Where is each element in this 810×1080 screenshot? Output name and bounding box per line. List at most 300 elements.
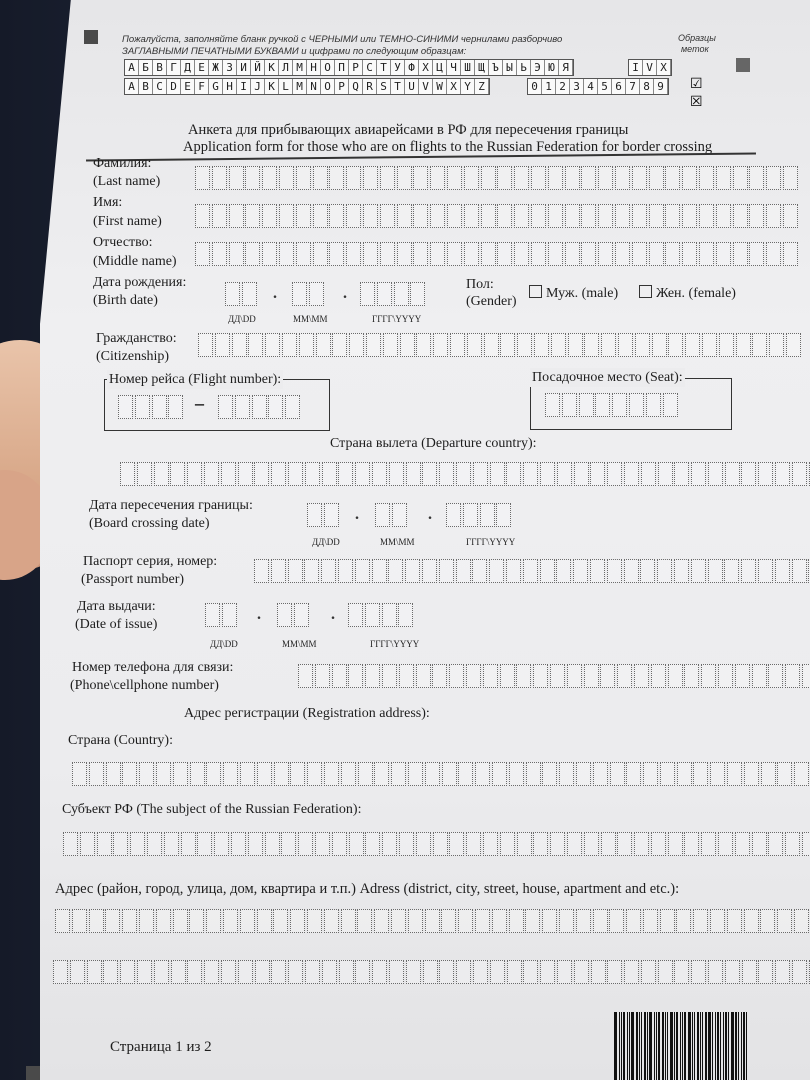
input-cell[interactable] (189, 909, 204, 933)
input-cell[interactable] (430, 242, 445, 266)
input-cell[interactable] (215, 333, 230, 357)
input-cell[interactable] (130, 832, 145, 856)
input-cell[interactable] (358, 762, 373, 786)
input-cell[interactable] (221, 960, 236, 984)
middle-name-field[interactable] (195, 242, 800, 266)
input-cell[interactable] (496, 503, 511, 527)
input-cell[interactable] (516, 664, 531, 688)
input-cell[interactable] (152, 395, 167, 419)
input-cell[interactable] (576, 762, 591, 786)
input-cell[interactable] (195, 242, 210, 266)
input-cell[interactable] (321, 559, 336, 583)
input-cell[interactable] (374, 762, 389, 786)
address-field-line-2[interactable] (53, 960, 810, 984)
input-cell[interactable] (72, 762, 87, 786)
input-cell[interactable] (322, 960, 337, 984)
input-cell[interactable] (736, 333, 751, 357)
input-cell[interactable] (348, 664, 363, 688)
input-cell[interactable] (329, 204, 344, 228)
input-cell[interactable] (684, 664, 699, 688)
input-cell[interactable] (173, 762, 188, 786)
input-cell[interactable] (640, 559, 655, 583)
input-cell[interactable] (338, 462, 353, 486)
input-cell[interactable] (641, 462, 656, 486)
input-cell[interactable] (187, 462, 202, 486)
input-cell[interactable] (785, 832, 800, 856)
input-cell[interactable] (617, 664, 632, 688)
input-cell[interactable] (702, 333, 717, 357)
input-cell[interactable] (439, 960, 454, 984)
input-cell[interactable] (710, 762, 725, 786)
input-cell[interactable] (70, 960, 85, 984)
input-cell[interactable] (573, 559, 588, 583)
input-cell[interactable] (548, 204, 563, 228)
input-cell[interactable] (222, 603, 237, 627)
input-cell[interactable] (766, 166, 781, 190)
input-cell[interactable] (724, 559, 739, 583)
input-cell[interactable] (500, 333, 515, 357)
input-cell[interactable] (262, 242, 277, 266)
input-cell[interactable] (372, 960, 387, 984)
input-cell[interactable] (307, 762, 322, 786)
input-cell[interactable] (399, 664, 414, 688)
input-cell[interactable] (97, 832, 112, 856)
input-cell[interactable] (576, 909, 591, 933)
departure-country-field[interactable] (120, 462, 810, 486)
input-cell[interactable] (568, 333, 583, 357)
input-cell[interactable] (89, 762, 104, 786)
input-cell[interactable] (458, 909, 473, 933)
input-cell[interactable] (506, 559, 521, 583)
input-cell[interactable] (363, 166, 378, 190)
input-cell[interactable] (665, 166, 680, 190)
input-cell[interactable] (601, 832, 616, 856)
input-cell[interactable] (406, 462, 421, 486)
input-cell[interactable] (514, 166, 529, 190)
input-cell[interactable] (551, 333, 566, 357)
input-cell[interactable] (273, 909, 288, 933)
input-cell[interactable] (372, 559, 387, 583)
input-cell[interactable] (245, 242, 260, 266)
gender-female-option[interactable] (639, 284, 736, 303)
input-cell[interactable] (550, 664, 565, 688)
input-cell[interactable] (682, 242, 697, 266)
input-cell[interactable] (792, 559, 807, 583)
input-cell[interactable] (397, 204, 412, 228)
input-cell[interactable] (718, 832, 733, 856)
input-cell[interactable] (464, 242, 479, 266)
gender-male-option[interactable] (529, 284, 618, 303)
birth-day-field[interactable] (225, 282, 259, 306)
input-cell[interactable] (497, 166, 512, 190)
input-cell[interactable] (398, 603, 413, 627)
input-cell[interactable] (433, 832, 448, 856)
input-cell[interactable] (442, 762, 457, 786)
input-cell[interactable] (758, 960, 773, 984)
flight-code-field[interactable] (118, 395, 185, 419)
input-cell[interactable] (584, 832, 599, 856)
input-cell[interactable] (749, 242, 764, 266)
input-cell[interactable] (232, 333, 247, 357)
input-cell[interactable] (677, 762, 692, 786)
input-cell[interactable] (238, 960, 253, 984)
birth-year-field[interactable] (360, 282, 427, 306)
input-cell[interactable] (225, 282, 240, 306)
input-cell[interactable] (565, 166, 580, 190)
input-cell[interactable] (316, 333, 331, 357)
input-cell[interactable] (181, 832, 196, 856)
subject-field[interactable] (63, 832, 810, 856)
input-cell[interactable] (147, 832, 162, 856)
input-cell[interactable] (584, 664, 599, 688)
input-cell[interactable] (212, 166, 227, 190)
input-cell[interactable] (674, 462, 689, 486)
input-cell[interactable] (313, 242, 328, 266)
input-cell[interactable] (450, 333, 465, 357)
input-cell[interactable] (447, 204, 462, 228)
input-cell[interactable] (456, 559, 471, 583)
first-name-field[interactable] (195, 204, 800, 228)
input-cell[interactable] (383, 333, 398, 357)
input-cell[interactable] (727, 909, 742, 933)
input-cell[interactable] (744, 909, 759, 933)
input-cell[interactable] (400, 333, 415, 357)
input-cell[interactable] (305, 462, 320, 486)
input-cell[interactable] (413, 204, 428, 228)
input-cell[interactable] (557, 960, 572, 984)
input-cell[interactable] (752, 664, 767, 688)
input-cell[interactable] (708, 462, 723, 486)
input-cell[interactable] (380, 166, 395, 190)
input-cell[interactable] (766, 242, 781, 266)
input-cell[interactable] (475, 762, 490, 786)
input-cell[interactable] (187, 960, 202, 984)
input-cell[interactable] (531, 166, 546, 190)
input-cell[interactable] (257, 909, 272, 933)
input-cell[interactable] (668, 832, 683, 856)
input-cell[interactable] (255, 960, 270, 984)
input-cell[interactable] (643, 909, 658, 933)
input-cell[interactable] (733, 242, 748, 266)
input-cell[interactable] (618, 333, 633, 357)
input-cell[interactable] (89, 909, 104, 933)
input-cell[interactable] (526, 762, 541, 786)
input-cell[interactable] (643, 762, 658, 786)
input-cell[interactable] (626, 762, 641, 786)
input-cell[interactable] (332, 333, 347, 357)
input-cell[interactable] (668, 664, 683, 688)
input-cell[interactable] (693, 909, 708, 933)
input-cell[interactable] (574, 960, 589, 984)
input-cell[interactable] (641, 960, 656, 984)
input-cell[interactable] (699, 242, 714, 266)
input-cell[interactable] (422, 559, 437, 583)
input-cell[interactable] (473, 960, 488, 984)
input-cell[interactable] (749, 204, 764, 228)
input-cell[interactable] (545, 393, 560, 417)
input-cell[interactable] (550, 832, 565, 856)
input-cell[interactable] (449, 664, 464, 688)
input-cell[interactable] (296, 242, 311, 266)
input-cell[interactable] (214, 832, 229, 856)
input-cell[interactable] (792, 462, 807, 486)
input-cell[interactable] (341, 909, 356, 933)
input-cell[interactable] (590, 559, 605, 583)
input-cell[interactable] (615, 204, 630, 228)
input-cell[interactable] (559, 909, 574, 933)
input-cell[interactable] (238, 462, 253, 486)
input-cell[interactable] (355, 559, 370, 583)
input-cell[interactable] (463, 503, 478, 527)
input-cell[interactable] (481, 242, 496, 266)
input-cell[interactable] (122, 909, 137, 933)
input-cell[interactable] (660, 762, 675, 786)
input-cell[interactable] (118, 395, 133, 419)
input-cell[interactable] (156, 762, 171, 786)
input-cell[interactable] (248, 333, 263, 357)
input-cell[interactable] (481, 204, 496, 228)
input-cell[interactable] (120, 462, 135, 486)
input-cell[interactable] (168, 395, 183, 419)
input-cell[interactable] (53, 960, 68, 984)
birth-month-field[interactable] (292, 282, 326, 306)
input-cell[interactable] (195, 204, 210, 228)
input-cell[interactable] (397, 242, 412, 266)
input-cell[interactable] (285, 395, 300, 419)
input-cell[interactable] (646, 393, 661, 417)
input-cell[interactable] (305, 960, 320, 984)
input-cell[interactable] (489, 559, 504, 583)
input-cell[interactable] (601, 333, 616, 357)
input-cell[interactable] (665, 204, 680, 228)
input-cell[interactable] (156, 909, 171, 933)
input-cell[interactable] (135, 395, 150, 419)
input-cell[interactable] (375, 503, 390, 527)
input-cell[interactable] (466, 832, 481, 856)
input-cell[interactable] (406, 960, 421, 984)
input-cell[interactable] (492, 909, 507, 933)
input-cell[interactable] (540, 559, 555, 583)
input-cell[interactable] (531, 242, 546, 266)
input-cell[interactable] (484, 333, 499, 357)
input-cell[interactable] (240, 909, 255, 933)
input-cell[interactable] (565, 204, 580, 228)
input-cell[interactable] (229, 204, 244, 228)
input-cell[interactable] (294, 603, 309, 627)
input-cell[interactable] (229, 166, 244, 190)
input-cell[interactable] (691, 960, 706, 984)
input-cell[interactable] (475, 909, 490, 933)
input-cell[interactable] (466, 664, 481, 688)
input-cell[interactable] (565, 242, 580, 266)
input-cell[interactable] (783, 204, 798, 228)
input-cell[interactable] (548, 242, 563, 266)
input-cell[interactable] (365, 832, 380, 856)
input-cell[interactable] (458, 762, 473, 786)
input-cell[interactable] (388, 559, 403, 583)
citizenship-field[interactable] (198, 333, 803, 357)
input-cell[interactable] (540, 960, 555, 984)
input-cell[interactable] (288, 960, 303, 984)
input-cell[interactable] (473, 462, 488, 486)
input-cell[interactable] (658, 462, 673, 486)
last-name-field[interactable] (195, 166, 800, 190)
input-cell[interactable] (758, 559, 773, 583)
crossing-month-field[interactable] (375, 503, 409, 527)
input-cell[interactable] (562, 393, 577, 417)
input-cell[interactable] (394, 282, 409, 306)
input-cell[interactable] (581, 166, 596, 190)
input-cell[interactable] (349, 333, 364, 357)
input-cell[interactable] (523, 462, 538, 486)
input-cell[interactable] (221, 462, 236, 486)
issue-month-field[interactable] (277, 603, 311, 627)
input-cell[interactable] (173, 909, 188, 933)
input-cell[interactable] (542, 909, 557, 933)
input-cell[interactable] (87, 960, 102, 984)
input-cell[interactable] (218, 395, 233, 419)
input-cell[interactable] (741, 462, 756, 486)
input-cell[interactable] (674, 960, 689, 984)
input-cell[interactable] (725, 462, 740, 486)
input-cell[interactable] (349, 832, 364, 856)
input-cell[interactable] (701, 664, 716, 688)
input-cell[interactable] (223, 909, 238, 933)
input-cell[interactable] (629, 393, 644, 417)
input-cell[interactable] (439, 559, 454, 583)
input-cell[interactable] (413, 242, 428, 266)
input-cell[interactable] (212, 204, 227, 228)
issue-day-field[interactable] (205, 603, 239, 627)
input-cell[interactable] (329, 166, 344, 190)
input-cell[interactable] (483, 664, 498, 688)
input-cell[interactable] (392, 503, 407, 527)
input-cell[interactable] (262, 166, 277, 190)
input-cell[interactable] (802, 832, 810, 856)
input-cell[interactable] (668, 333, 683, 357)
input-cell[interactable] (405, 559, 420, 583)
input-cell[interactable] (658, 960, 673, 984)
input-cell[interactable] (416, 333, 431, 357)
input-cell[interactable] (382, 603, 397, 627)
input-cell[interactable] (615, 242, 630, 266)
flight-digits-field[interactable] (218, 395, 302, 419)
input-cell[interactable] (632, 242, 647, 266)
input-cell[interactable] (324, 762, 339, 786)
input-cell[interactable] (332, 832, 347, 856)
input-cell[interactable] (500, 832, 515, 856)
input-cell[interactable] (632, 204, 647, 228)
input-cell[interactable] (733, 166, 748, 190)
input-cell[interactable] (252, 395, 267, 419)
country-field[interactable] (72, 762, 810, 786)
input-cell[interactable] (296, 166, 311, 190)
input-cell[interactable] (164, 832, 179, 856)
input-cell[interactable] (761, 762, 776, 786)
input-cell[interactable] (296, 204, 311, 228)
input-cell[interactable] (363, 204, 378, 228)
input-cell[interactable] (612, 393, 627, 417)
input-cell[interactable] (710, 909, 725, 933)
input-cell[interactable] (346, 242, 361, 266)
input-cell[interactable] (682, 204, 697, 228)
input-cell[interactable] (137, 462, 152, 486)
input-cell[interactable] (691, 462, 706, 486)
input-cell[interactable] (792, 960, 807, 984)
input-cell[interactable] (514, 242, 529, 266)
input-cell[interactable] (768, 664, 783, 688)
input-cell[interactable] (248, 832, 263, 856)
input-cell[interactable] (514, 204, 529, 228)
input-cell[interactable] (366, 333, 381, 357)
input-cell[interactable] (617, 832, 632, 856)
input-cell[interactable] (240, 762, 255, 786)
input-cell[interactable] (399, 832, 414, 856)
input-cell[interactable] (531, 204, 546, 228)
input-cell[interactable] (365, 603, 380, 627)
input-cell[interactable] (615, 166, 630, 190)
input-cell[interactable] (786, 333, 801, 357)
input-cell[interactable] (609, 909, 624, 933)
input-cell[interactable] (464, 204, 479, 228)
input-cell[interactable] (509, 762, 524, 786)
input-cell[interactable] (268, 395, 283, 419)
input-cell[interactable] (725, 960, 740, 984)
input-cell[interactable] (802, 664, 810, 688)
input-cell[interactable] (506, 462, 521, 486)
input-cell[interactable] (591, 960, 606, 984)
input-cell[interactable] (735, 664, 750, 688)
input-cell[interactable] (490, 462, 505, 486)
input-cell[interactable] (517, 832, 532, 856)
input-cell[interactable] (733, 204, 748, 228)
input-cell[interactable] (195, 166, 210, 190)
input-cell[interactable] (490, 960, 505, 984)
input-cell[interactable] (635, 333, 650, 357)
input-cell[interactable] (120, 960, 135, 984)
input-cell[interactable] (593, 762, 608, 786)
input-cell[interactable] (254, 462, 269, 486)
input-cell[interactable] (257, 762, 272, 786)
input-cell[interactable] (682, 166, 697, 190)
input-cell[interactable] (684, 832, 699, 856)
input-cell[interactable] (363, 242, 378, 266)
input-cell[interactable] (741, 559, 756, 583)
input-cell[interactable] (447, 242, 462, 266)
input-cell[interactable] (632, 166, 647, 190)
input-cell[interactable] (262, 204, 277, 228)
input-cell[interactable] (360, 282, 375, 306)
input-cell[interactable] (693, 762, 708, 786)
input-cell[interactable] (624, 462, 639, 486)
input-cell[interactable] (425, 762, 440, 786)
input-cell[interactable] (229, 242, 244, 266)
phone-number-field[interactable] (298, 664, 810, 688)
input-cell[interactable] (749, 166, 764, 190)
input-cell[interactable] (517, 333, 532, 357)
input-cell[interactable] (742, 960, 757, 984)
input-cell[interactable] (691, 559, 706, 583)
input-cell[interactable] (137, 960, 152, 984)
input-cell[interactable] (533, 664, 548, 688)
input-cell[interactable] (735, 832, 750, 856)
input-cell[interactable] (719, 333, 734, 357)
input-cell[interactable] (794, 909, 809, 933)
input-cell[interactable] (382, 832, 397, 856)
input-cell[interactable] (422, 462, 437, 486)
input-cell[interactable] (624, 559, 639, 583)
input-cell[interactable] (357, 909, 372, 933)
